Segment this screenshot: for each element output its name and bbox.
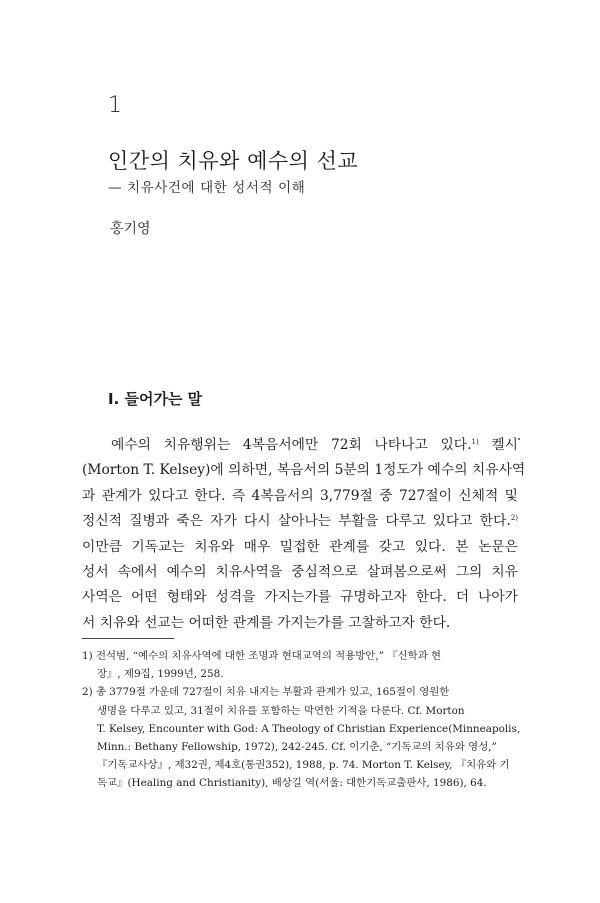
chapter-number: 1 <box>108 93 122 118</box>
footnote-line: 2) 총 3779절 가운데 727절이 치유 내지는 부활과 관계가 있고, 165절이 영원한 <box>82 686 450 699</box>
footnote-line: 생명을 다루고 있고, 31절이 치유를 포함하는 막연한 기적을 다룬다. Cf. Morton <box>97 704 465 717</box>
footnote-1 <box>82 647 518 683</box>
footnotes <box>82 647 521 793</box>
section-heading: I. 들어가는 말 <box>108 390 203 408</box>
footnote-2 <box>82 683 521 792</box>
body-line: 사역은 어떤 형태와 성격을 가지는가를 규명하고자 한다. 더 나아가 <box>82 589 518 606</box>
footnote-line: 장』, 제9집, 1999년, 258. <box>97 668 224 681</box>
body-line: 서 치유와 선교는 어떠한 관계를 가지는가를 고찰하고자 한다. <box>82 614 451 631</box>
body-line: 예수의 치유행위는 4복음서에만 72회 나타나고 있다.$^{1)}$ 켈시 <box>111 437 519 453</box>
body-line: 이만큼 기독교는 치유와 매우 밀접한 관계를 갖고 있다. 본 논문은 <box>82 538 518 555</box>
footnote-line: 독교』(Healing and Christianity), 배상길 역(서울: 대한기독교출판사, 1986), 64. <box>97 777 487 790</box>
body-paragraph <box>82 433 526 636</box>
body-line: (Morton T. Kelsey)에 의하면, 복음서의 5분의 1정도가 예수의 치유사역 <box>82 462 526 479</box>
chapter-subtitle: — 치유사건에 대한 성서적 이해 <box>108 180 306 196</box>
body-line: 과 관계가 있다고 한다. 즉 4복음서의 3,779절 중 727절이 신체적 및 <box>82 487 518 504</box>
footnote-ref[interactable]: 1) <box>471 438 479 446</box>
body-line: 성서 속에서 예수의 치유사역을 중심적으로 살펴봄으로써 그의 치유 <box>82 564 518 581</box>
footnote-line: Minn.: Bethany Fellowship, 1972), 242-245. Cf. 이기춘, “기독교의 치유와 영성,” <box>97 741 497 754</box>
footnote-line: T. Kelsey, Encounter with God: A Theology of Christian Experience(Minneapolis, <box>97 722 521 735</box>
footnote-line: 1) 전석범, “예수의 치유사역에 대한 조명과 현대교역의 적용방안,” 『신학과 현 <box>82 650 442 662</box>
footnote-ref[interactable]: 2) <box>510 514 518 523</box>
chapter-title: 인간의 치유와 예수의 선교 <box>108 149 359 173</box>
footnote-divider <box>82 638 174 639</box>
footnote-line: 『기독교사상』, 제32권, 제4호(통권352), 1988, p. 74. Morton T. Kelsey, 『치유와 기 <box>97 759 510 772</box>
author-name: 홍기영 <box>110 221 151 237</box>
body-line: 정신적 질병과 죽은 자가 다시 살아나는 부활을 다루고 있다고 한다.$^{2)}$ <box>82 513 518 530</box>
scan-speck <box>518 438 520 440</box>
